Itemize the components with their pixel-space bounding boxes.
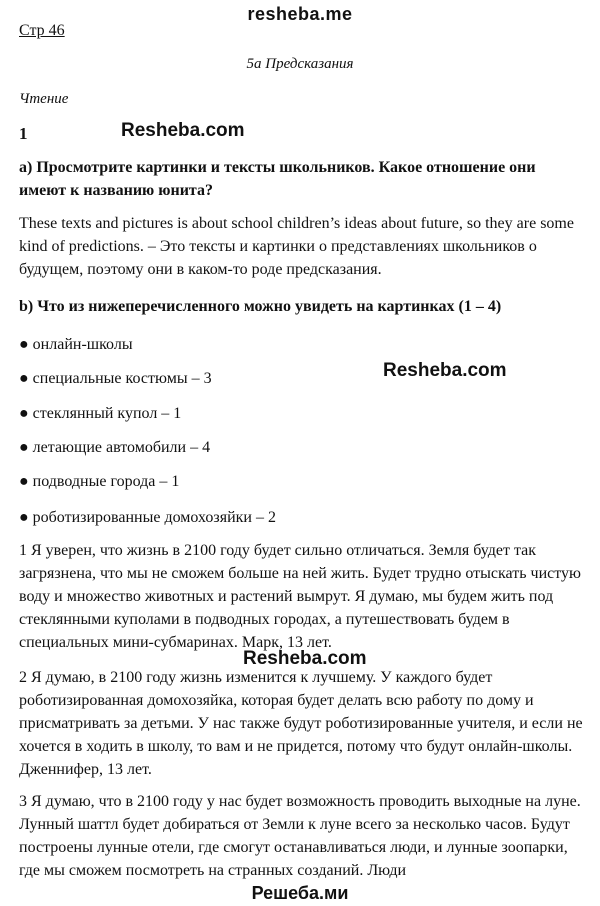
list-item: ● специальные костюмы – 3 — [19, 370, 212, 387]
student-text-3: 3 Я думаю, что в 2100 году у нас будет возможность проводить выходные на луне. Лунный шаттл будет добираться от Земли к луне всего за несколько часов. Будут построены лунные отели, где смогут останавливаться люди, и лунные зоопарки, где мы сможем посмотреть на странных созданий. Люди — [19, 793, 581, 879]
list-item: ● стеклянный купол – 1 — [19, 405, 182, 422]
student-text-1: 1 Я уверен, что жизнь в 2100 году будет сильно отличаться. Земля будет так загрязнена, что мы не сможем больше на ней жить. Будет трудно отыскать чистую воду и множество животных и растений вымрут. Я думаю, мы будем жить под стеклянными куполами в подводных городах, а путешествовать будем в специальных мини-субмаринах. Марк, 13 лет. — [19, 542, 581, 651]
reading-label: Чтение — [19, 91, 69, 107]
watermark: Resheba.com — [383, 360, 507, 381]
exercise-number: 1 — [19, 124, 28, 143]
list-item: ● подводные города – 1 — [19, 473, 180, 490]
page-number: Стр 46 — [19, 22, 65, 39]
list-item: ● летающие автомобили – 4 — [19, 439, 211, 456]
list-item: ● роботизированные домохозяйки – 2 — [19, 509, 276, 526]
site-header: resheba.me — [247, 4, 353, 24]
answer-a: These texts and pictures is about school children’s ideas about future, so they are some kind of predictions. – Это тексты и картинки о представлениях школьников о будущем, поэтому они в каком-то роде предсказания. — [19, 215, 574, 278]
student-text-2: 2 Я думаю, в 2100 году жизнь изменится к лучшему. У каждого будет роботизированная домохозяйка, которая будет делать всю работу по дому и присматривать за детьми. У нас также будут роботизированные учителя, и если не хочется в ходить в школу, то вам и не придется, потому что будут онлайн-школы. Дженнифер, 13 лет. — [19, 669, 583, 778]
watermark: Resheba.com — [243, 648, 367, 669]
list-item: ● онлайн-школы — [19, 336, 133, 353]
section-title: 5a Предсказания — [246, 56, 354, 72]
question-a: a) Просмотрите картинки и тексты школьников. Какое отношение они имеют к названию юнита? — [19, 159, 536, 199]
site-footer: Решеба.ми — [251, 883, 349, 903]
watermark: Resheba.com — [121, 120, 245, 141]
question-b: b) Что из нижеперечисленного можно увидеть на картинках (1 – 4) — [19, 298, 502, 315]
